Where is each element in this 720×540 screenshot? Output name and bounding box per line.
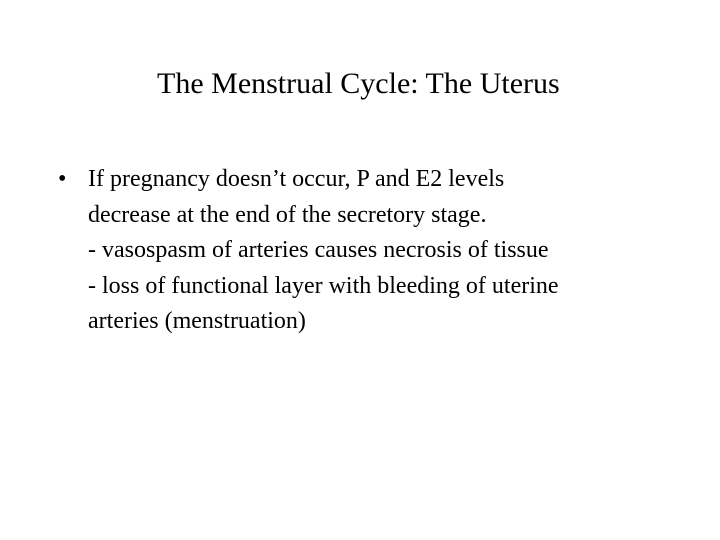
bullet-line-1: If pregnancy doesn’t occur, P and E2 levels [88,166,505,192]
bullet-item [58,162,678,340]
bullet-icon: • [58,166,67,192]
sub-point-continuation: arteries (menstruation) [88,308,306,334]
slide-title: The Menstrual Cycle: The Uterus [157,67,560,100]
slide-body [58,162,678,340]
sub-point-functional-layer: - loss of functional layer with bleeding of uterine [88,272,559,299]
bullet-line-2: decrease at the end of the secretory stage. [88,201,487,228]
sub-point-vasospasm: - vasospasm of arteries causes necrosis of tissue [88,237,549,263]
